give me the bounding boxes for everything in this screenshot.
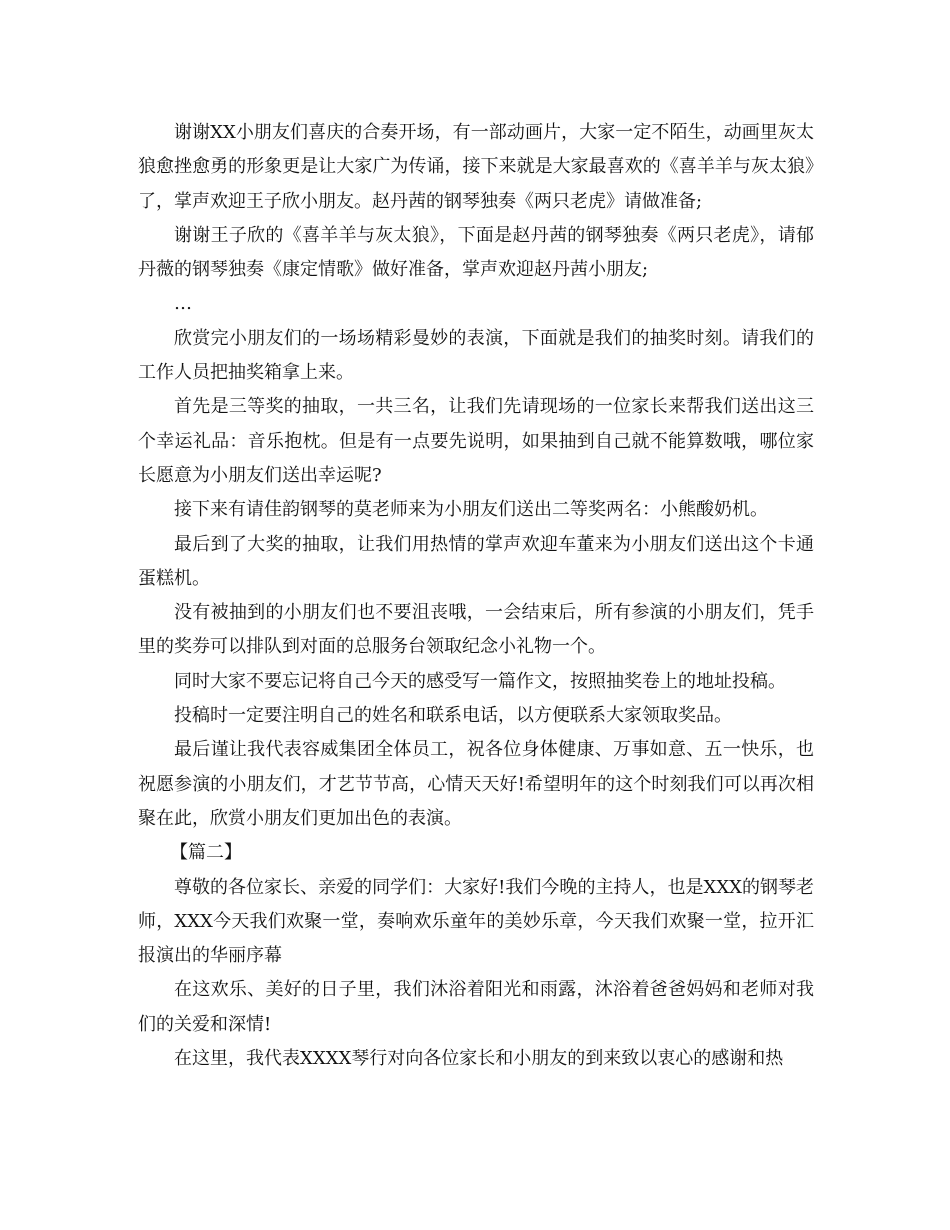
paragraph: 欣赏完小朋友们的一场场精彩曼妙的表演，下面就是我们的抽奖时刻。请我们的工作人员把抽奖箱拿上来。 [138, 327, 814, 384]
paragraph: 同时大家不要忘记将自己今天的感受写一篇作文，按照抽奖卷上的地址投稿。 [174, 670, 786, 692]
paragraph: 最后到了大奖的抽取，让我们用热情的掌声欢迎车董来为小朋友们送出这个卡通蛋糕机。 [138, 533, 814, 589]
paragraph: 没有被抽到的小朋友们也不要沮丧哦，一会结束后，所有参演的小朋友们，凭手里的奖券可以排队到对面的总服务台领取纪念小礼物一个。 [138, 602, 814, 658]
paragraph: 谢谢王子欣的《喜羊羊与灰太狼》，下面是赵丹茜的钢琴独奏《两只老虎》，请郁丹薇的钢琴独奏《康定情歌》做好准备，掌声欢迎赵丹茜小朋友; [138, 224, 814, 281]
section-heading: 【篇二】 [170, 842, 242, 864]
paragraph: 接下来有请佳韵钢琴的莫老师来为小朋友们送出二等奖两名：小熊酸奶机。 [174, 499, 768, 521]
document-body [138, 116, 814, 1076]
paragraph: 首先是三等奖的抽取，一共三名，让我们先请现场的一位家长来帮我们送出这三个幸运礼品：音乐抱枕。但是有一点要先说明，如果抽到自己就不能算数哦，哪位家长愿意为小朋友们送出幸运呢? [138, 396, 814, 486]
paragraph-ellipsis: … [174, 293, 192, 315]
paragraph: 在这里，我代表XXXX琴行对向各位家长和小朋友的到来致以衷心的感谢和热 [174, 1048, 784, 1070]
paragraph: 尊敬的各位家长、亲爱的同学们：大家好!我们今晚的主持人，也是XXX的钢琴老师，XXX今天我们欢聚一堂，奏响欢乐童年的美妙乐章，今天我们欢聚一堂，拉开汇报演出的华丽序幕 [138, 876, 814, 967]
paragraph: 最后谨让我代表容威集团全体员工，祝各位身体健康、万事如意、五一快乐，也祝愿参演的小朋友们，才艺节节高，心情天天好!希望明年的这个时刻我们可以再次相聚在此，欣赏小朋友们更加出色的表演。 [138, 739, 814, 829]
paragraph: 在这欢乐、美好的日子里，我们沐浴着阳光和雨露，沐浴着爸爸妈妈和老师对我们的关爱和深情! [138, 979, 814, 1035]
paragraph: 投稿时一定要注明自己的姓名和联系电话，以方便联系大家领取奖品。 [174, 705, 732, 727]
paragraph: 谢谢XX小朋友们喜庆的合奏开场，有一部动画片，大家一定不陌生，动画里灰太狼愈挫愈勇的形象更是让大家广为传诵，接下来就是大家最喜欢的《喜羊羊与灰太狼》了，掌声欢迎王子欣小朋友。赵丹茜的钢琴独奏《两只老虎》请做准备; [138, 122, 814, 212]
